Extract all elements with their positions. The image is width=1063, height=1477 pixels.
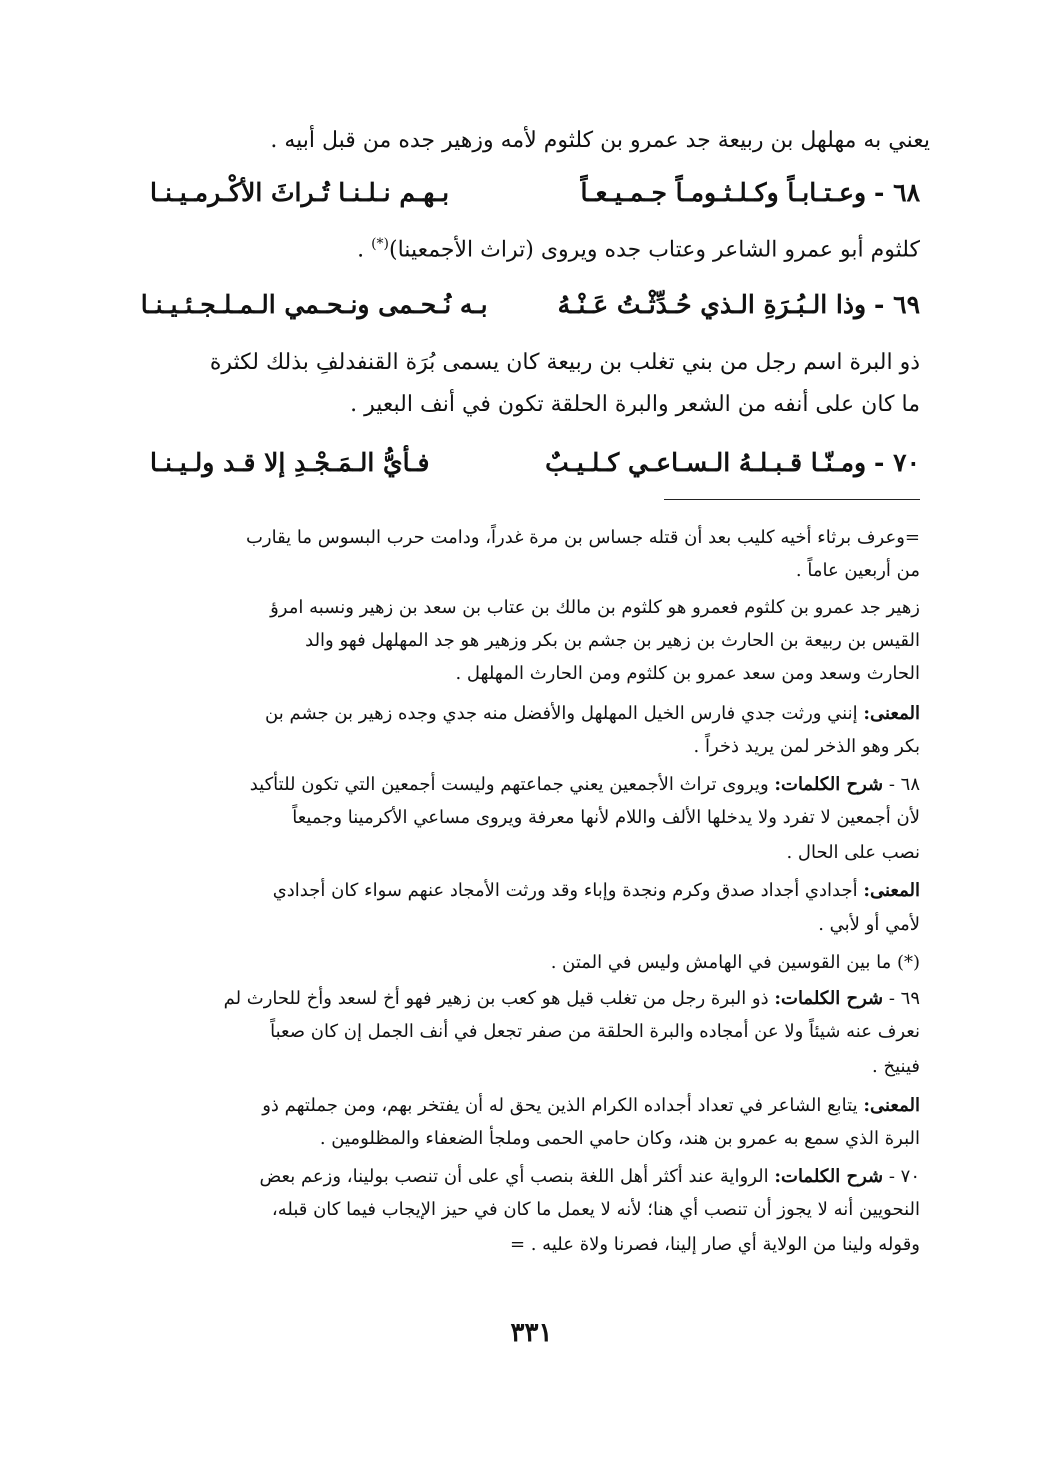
footnote-line: زهير جد عمرو بن كلثوم فعمرو هو كلثوم بن مالك بن عتاب بن سعد بن زهير ونسبه امرؤ: [270, 597, 920, 618]
footnote-text: أجدادي أجداد صدق وكرم ونجدة وإباء وقد ورثت الأمجاد عنهم سواء كان أجدادي: [272, 880, 864, 901]
footnote-line: القيس بن ربيعة بن الحارث بن زهير بن جشم بن بكر وزهير هو جد المهلهل فهو والد: [305, 630, 920, 651]
footnote-line: [150, 1166, 920, 1187]
verse-hemistich-first: وذا الـبُـرَةِ الـذي حُـدِّثْـتُ عَـنْـهُ: [557, 290, 867, 319]
main-text-line: ذو البرة اسم رجل من بني تغلب بن ربيعة كان يسمى بُرَة القنفدلفِ بذلك لكثرة: [209, 350, 920, 375]
verse-68: [150, 178, 920, 207]
footnote-text: إنني ورثت جدي فارس الخيل المهلهل والأفضل منه جدي وجده زهير بن جشم بن: [265, 703, 864, 724]
footnote-text: ذو البرة رجل من تغلب قيل هو كعب بن زهير فهو أخ لسعد وأخ للحارث لم: [223, 988, 775, 1009]
footnote-marker: (*): [371, 236, 390, 252]
footnote-label: شرح الكلمات:: [774, 1166, 884, 1187]
page-number: ٣٣١: [510, 1318, 553, 1348]
footnote-label: شرح الكلمات:: [774, 988, 884, 1009]
footnote-number: ٦٨ -: [883, 774, 920, 795]
footnote-number: ٦٩ -: [883, 988, 920, 1009]
footnote-line: وقوله ولينا من الولاية أي صار إلينا، فصرنا ولاة عليه . =: [509, 1234, 920, 1255]
footnote-line: نصب على الحال .: [786, 842, 920, 863]
main-text-line: يعني به مهلهل بن ربيعة جد عمرو بن كلثوم لأمه وزهير جده من قبل أبيه .: [270, 128, 930, 153]
footnote-line: [150, 774, 920, 795]
verse-number: ٦٩ -: [874, 290, 920, 319]
footnote-text: ويروى تراث الأجمعين يعني جماعتهم وليست أجمعين التي تكون للتأكيد: [249, 774, 775, 795]
footnote-line: [150, 988, 920, 1009]
footnote-line: [150, 880, 920, 901]
footnote-line: (*) ما بين القوسين في الهامش وليس في المتن .: [550, 952, 920, 973]
footnote-line: الحارث وسعد ومن سعد عمرو بن كلثوم ومن الحارث المهلهل .: [455, 663, 920, 684]
footnote-line: [150, 703, 920, 724]
verse-hemistich-second: بـه نُـحـمى ونـحـمي الـمـلـجـئـيـنـا: [140, 290, 488, 319]
footnote-number: ٧٠ -: [883, 1166, 920, 1187]
main-text: كلثوم أبو عمرو الشاعر وعتاب جده ويروى (تراث الأجمعينا): [389, 237, 920, 263]
footnote-line: [150, 1095, 920, 1116]
main-text-line: كلثوم أبو عمرو الشاعر وعتاب جده ويروى (تراث الأجمعينا)(*) .: [357, 236, 920, 263]
footnote-label: المعنى:: [863, 880, 920, 901]
main-text-line: ما كان على أنفه من الشعر والبرة الحلقة تكون في أنف البعير .: [350, 392, 920, 417]
verse-hemistich-second: فـأيُّ الـمَـجْـدِ إلا قـد ولـيـنـا: [150, 448, 430, 477]
footnote-label: شرح الكلمات:: [774, 774, 884, 795]
footnote-text: يتابع الشاعر في تعداد أجداده الكرام الذين يحق له أن يفتخر بهم، ومن جملتهم ذو: [262, 1095, 864, 1116]
verse-69: [140, 290, 920, 319]
footnote-line: =وعرف برثاء أخيه كليب بعد أن قتله جساس بن مرة غدراً، ودامت حرب البسوس ما يقارب: [245, 527, 920, 548]
footnote-text: الرواية عند أكثر أهل اللغة بنصب أي على أن تنصب بولينا، وزعم بعض: [259, 1166, 775, 1187]
footnote-label: المعنى:: [863, 1095, 920, 1116]
footnote-line: فينيخ .: [872, 1056, 920, 1077]
footnote-line: النحويين أنه لا يجوز أن تنصب أي هنا؛ لأنه لا يعمل ما كان في حيز الإيجاب فيما كان قبله،: [271, 1199, 920, 1220]
footnote-line: بكر وهو الذخر لمن يريد ذخراً .: [693, 736, 920, 757]
footnote-line: البرة الذي سمع به عمرو بن هند، وكان حامي الحمى وملجأ الضعفاء والمظلومين .: [319, 1128, 920, 1149]
verse-hemistich-first: وعـتـابـاً وكـلـثـومـاً جـمـيـعـاً: [580, 178, 867, 207]
footnote-line: نعرف عنه شيئاً ولا عن أمجاده والبرة الحلقة من صفر تجعل في أنف الجمل إن كان صعباً: [270, 1021, 920, 1042]
verse-number: ٧٠ -: [874, 448, 920, 477]
verse-70: [150, 448, 920, 477]
footnote-line: لأن أجمعين لا تفرد ولا يدخلها الألف واللام لأنها معرفة ويروى مساعي الأكرمينا وجميعاً: [292, 807, 920, 828]
verse-number: ٦٨ -: [874, 178, 920, 207]
footnote-line: من أربعين عاماً .: [795, 560, 920, 581]
footnote-label: المعنى:: [863, 703, 920, 724]
verse-hemistich-second: بـهـم نـلـنـا تُـراثَ الأكْـرمـيـنـا: [150, 178, 450, 207]
verse-hemistich-first: ومـنّـا قـبـلـهُ الـسـاعـي كـلـيـبٌ: [545, 448, 867, 477]
footnote-separator: [664, 499, 920, 500]
footnote-line: لأمي أو لأبي .: [818, 914, 920, 935]
